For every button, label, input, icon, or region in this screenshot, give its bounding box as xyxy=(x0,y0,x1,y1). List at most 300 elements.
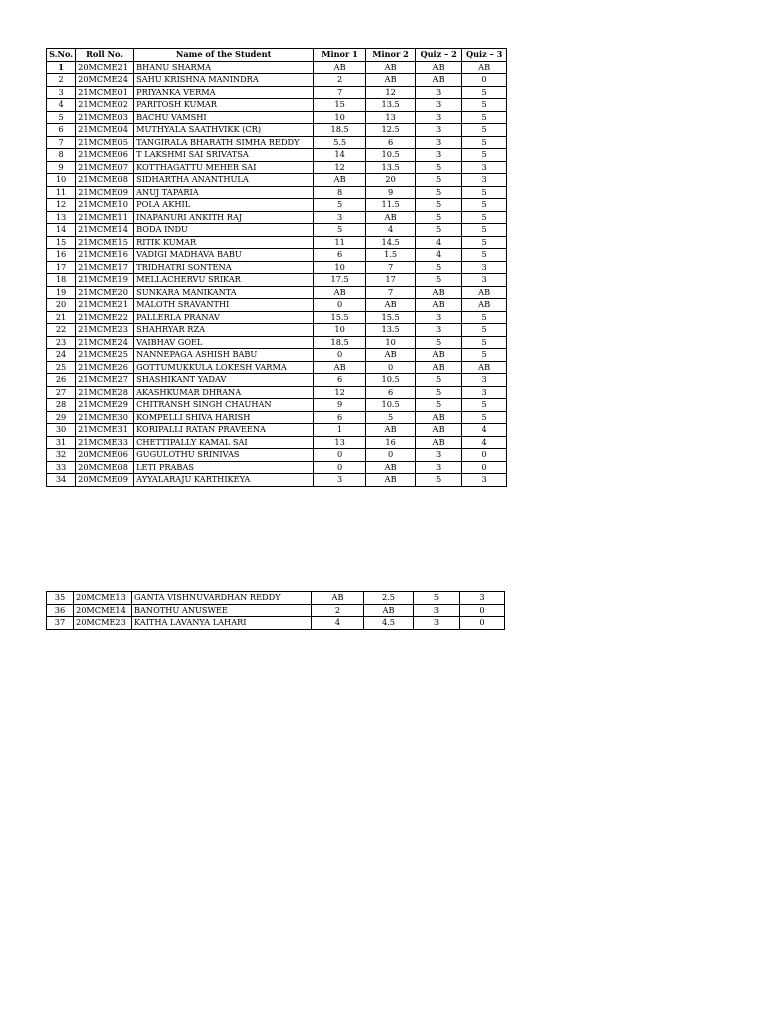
table-row xyxy=(47,199,507,212)
table-row xyxy=(47,461,507,474)
sno-cell: 25 xyxy=(47,361,76,374)
quiz-2-cell: AB xyxy=(416,349,462,362)
quiz-3-cell: 5 xyxy=(462,86,507,99)
quiz-3-cell: 3 xyxy=(462,274,507,287)
minor-2-cell: 14.5 xyxy=(366,236,416,249)
table-row xyxy=(47,236,507,249)
sno-cell: 35 xyxy=(47,592,74,605)
minor-1-cell: 6 xyxy=(314,411,366,424)
minor-1-cell: 3 xyxy=(314,474,366,487)
sno-cell: 6 xyxy=(47,124,76,137)
quiz-3-cell: 5 xyxy=(462,111,507,124)
quiz-2-cell: 5 xyxy=(416,474,462,487)
minor-1-cell: 7 xyxy=(314,86,366,99)
minor-1-cell: 10 xyxy=(314,111,366,124)
table-row xyxy=(47,349,507,362)
table-row xyxy=(47,436,507,449)
roll-no-cell: 21MCME07 xyxy=(76,161,134,174)
sno-cell: 31 xyxy=(47,436,76,449)
quiz-3-cell: 5 xyxy=(462,336,507,349)
roll-no-cell: 21MCME25 xyxy=(76,349,134,362)
table-row xyxy=(47,224,507,237)
minor-1-cell: 9 xyxy=(314,399,366,412)
quiz-2-cell: 3 xyxy=(416,86,462,99)
student-name-cell: GOTTUMUKKULA LOKESH VARMA xyxy=(134,361,314,374)
quiz-2-cell: 3 xyxy=(416,461,462,474)
sno-cell: 2 xyxy=(47,74,76,87)
table-row xyxy=(47,299,507,312)
sno-cell: 12 xyxy=(47,199,76,212)
table-row xyxy=(47,324,507,337)
quiz-3-cell: 5 xyxy=(462,124,507,137)
quiz-3-cell: 3 xyxy=(462,161,507,174)
sno-cell: 3 xyxy=(47,86,76,99)
quiz-2-cell: 5 xyxy=(416,161,462,174)
quiz-3-cell: 5 xyxy=(462,324,507,337)
table-row xyxy=(47,136,507,149)
quiz-2-cell: AB xyxy=(416,286,462,299)
roll-no-cell: 21MCME04 xyxy=(76,124,134,137)
quiz-2-cell: AB xyxy=(416,361,462,374)
minor-2-cell: 12.5 xyxy=(366,124,416,137)
table-row xyxy=(47,449,507,462)
roll-no-cell: 21MCME21 xyxy=(76,299,134,312)
header-row xyxy=(47,49,507,62)
student-name-cell: BODA INDU xyxy=(134,224,314,237)
quiz-3-cell: 5 xyxy=(462,224,507,237)
roll-no-cell: 20MCME06 xyxy=(76,449,134,462)
minor-2-cell: 17 xyxy=(366,274,416,287)
quiz-3-cell: 5 xyxy=(462,411,507,424)
minor-2-cell: 12 xyxy=(366,86,416,99)
quiz-3-cell: AB xyxy=(462,299,507,312)
roll-no-cell: 21MCME30 xyxy=(76,411,134,424)
table-row xyxy=(47,149,507,162)
quiz-2-cell: 5 xyxy=(416,186,462,199)
sno-cell: 13 xyxy=(47,211,76,224)
minor-2-cell: AB xyxy=(366,211,416,224)
quiz-3-cell: AB xyxy=(462,286,507,299)
table-row xyxy=(47,74,507,87)
minor-2-cell: 10.5 xyxy=(366,399,416,412)
minor-1-cell: 18.5 xyxy=(314,336,366,349)
quiz-3-cell: 5 xyxy=(462,311,507,324)
quiz-2-cell: 3 xyxy=(416,99,462,112)
minor-2-cell: 10.5 xyxy=(366,374,416,387)
student-name-cell: SAHU KRISHNA MANINDRA xyxy=(134,74,314,87)
sno-cell: 20 xyxy=(47,299,76,312)
student-name-cell: VADIGI MADHAVA BABU xyxy=(134,249,314,262)
sno-cell: 21 xyxy=(47,311,76,324)
sno-cell: 28 xyxy=(47,399,76,412)
minor-2-cell: 13.5 xyxy=(366,99,416,112)
minor-2-cell: AB xyxy=(366,424,416,437)
minor-2-cell: 15.5 xyxy=(366,311,416,324)
minor-1-cell: 5.5 xyxy=(314,136,366,149)
header-quiz-3: Quiz – 3 xyxy=(462,49,507,62)
minor-1-cell: 14 xyxy=(314,149,366,162)
student-name-cell: AKASHKUMAR DHRANA xyxy=(134,386,314,399)
header-student-name: Name of the Student xyxy=(134,49,314,62)
minor-2-cell: AB xyxy=(366,474,416,487)
quiz-3-cell: AB xyxy=(462,61,507,74)
minor-2-cell: 10.5 xyxy=(366,149,416,162)
roll-no-cell: 20MCME23 xyxy=(74,617,132,630)
roll-no-cell: 21MCME23 xyxy=(76,324,134,337)
quiz-2-cell: 5 xyxy=(414,592,460,605)
minor-2-cell: 16 xyxy=(366,436,416,449)
minor-1-cell: 11 xyxy=(314,236,366,249)
table-row xyxy=(47,424,507,437)
marks-table-continued-body xyxy=(47,592,505,630)
minor-2-cell: 1.5 xyxy=(366,249,416,262)
quiz-3-cell: 5 xyxy=(462,149,507,162)
quiz-2-cell: AB xyxy=(416,74,462,87)
roll-no-cell: 21MCME22 xyxy=(76,311,134,324)
table-row xyxy=(47,311,507,324)
quiz-2-cell: 3 xyxy=(416,111,462,124)
student-name-cell: SHAHRYAR RZA xyxy=(134,324,314,337)
quiz-2-cell: 3 xyxy=(416,124,462,137)
minor-1-cell: 0 xyxy=(314,349,366,362)
minor-1-cell: 17.5 xyxy=(314,274,366,287)
table-row xyxy=(47,86,507,99)
minor-1-cell: 15 xyxy=(314,99,366,112)
table-row xyxy=(47,261,507,274)
minor-1-cell: 1 xyxy=(314,424,366,437)
marks-table-continued xyxy=(46,591,505,630)
sno-cell: 4 xyxy=(47,99,76,112)
minor-1-cell: 13 xyxy=(314,436,366,449)
table-row xyxy=(47,161,507,174)
student-name-cell: SHASHIKANT YADAV xyxy=(134,374,314,387)
quiz-3-cell: 0 xyxy=(462,74,507,87)
quiz-2-cell: 5 xyxy=(416,211,462,224)
roll-no-cell: 21MCME16 xyxy=(76,249,134,262)
quiz-2-cell: 3 xyxy=(416,449,462,462)
roll-no-cell: 21MCME06 xyxy=(76,149,134,162)
quiz-2-cell: 3 xyxy=(414,617,460,630)
sno-cell: 9 xyxy=(47,161,76,174)
table-row xyxy=(47,474,507,487)
minor-2-cell: AB xyxy=(366,349,416,362)
student-name-cell: PALLERLA PRANAV xyxy=(134,311,314,324)
student-name-cell: RITIK KUMAR xyxy=(134,236,314,249)
minor-1-cell: AB xyxy=(314,286,366,299)
header-roll-no: Roll No. xyxy=(76,49,134,62)
roll-no-cell: 21MCME02 xyxy=(76,99,134,112)
student-name-cell: INAPANURI ANKITH RAJ xyxy=(134,211,314,224)
sno-cell: 30 xyxy=(47,424,76,437)
quiz-2-cell: AB xyxy=(416,411,462,424)
sno-cell: 15 xyxy=(47,236,76,249)
minor-1-cell: 5 xyxy=(314,224,366,237)
quiz-3-cell: 5 xyxy=(462,349,507,362)
minor-2-cell: 13 xyxy=(366,111,416,124)
sno-cell: 5 xyxy=(47,111,76,124)
roll-no-cell: 20MCME08 xyxy=(76,461,134,474)
quiz-3-cell: 5 xyxy=(462,99,507,112)
student-name-cell: BANOTHU ANUSWEE xyxy=(132,604,312,617)
minor-2-cell: 4.5 xyxy=(364,617,414,630)
minor-1-cell: 4 xyxy=(312,617,364,630)
student-name-cell: KOTTHAGATTU MEHER SAI xyxy=(134,161,314,174)
sno-cell: 10 xyxy=(47,174,76,187)
quiz-3-cell: 0 xyxy=(462,461,507,474)
roll-no-cell: 21MCME10 xyxy=(76,199,134,212)
roll-no-cell: 21MCME15 xyxy=(76,236,134,249)
minor-2-cell: AB xyxy=(364,604,414,617)
sno-cell: 24 xyxy=(47,349,76,362)
minor-2-cell: 9 xyxy=(366,186,416,199)
quiz-2-cell: 5 xyxy=(416,386,462,399)
sno-cell: 34 xyxy=(47,474,76,487)
roll-no-cell: 21MCME29 xyxy=(76,399,134,412)
quiz-3-cell: 5 xyxy=(462,199,507,212)
quiz-2-cell: AB xyxy=(416,436,462,449)
minor-1-cell: 10 xyxy=(314,261,366,274)
roll-no-cell: 20MCME14 xyxy=(74,604,132,617)
roll-no-cell: 21MCME09 xyxy=(76,186,134,199)
student-name-cell: VAIBHAV GOEL xyxy=(134,336,314,349)
sno-cell: 33 xyxy=(47,461,76,474)
sno-cell: 18 xyxy=(47,274,76,287)
student-name-cell: T LAKSHMI SAI SRIVATSA xyxy=(134,149,314,162)
minor-2-cell: 0 xyxy=(366,361,416,374)
roll-no-cell: 21MCME24 xyxy=(76,336,134,349)
minor-2-cell: AB xyxy=(366,74,416,87)
student-name-cell: ANUJ TAPARIA xyxy=(134,186,314,199)
student-name-cell: NANNEPAGA ASHISH BABU xyxy=(134,349,314,362)
student-name-cell: LETI PRABAS xyxy=(134,461,314,474)
sno-cell: 36 xyxy=(47,604,74,617)
student-name-cell: PARITOSH KUMAR xyxy=(134,99,314,112)
table-row xyxy=(47,617,505,630)
sno-cell: 1 xyxy=(47,61,76,74)
quiz-3-cell: 4 xyxy=(462,424,507,437)
roll-no-cell: 21MCME17 xyxy=(76,261,134,274)
quiz-2-cell: 4 xyxy=(416,236,462,249)
sno-cell: 27 xyxy=(47,386,76,399)
quiz-3-cell: 5 xyxy=(462,136,507,149)
student-name-cell: SUNKARA MANIKANTA xyxy=(134,286,314,299)
student-name-cell: GUGULOTHU SRINIVAS xyxy=(134,449,314,462)
roll-no-cell: 21MCME20 xyxy=(76,286,134,299)
sno-cell: 16 xyxy=(47,249,76,262)
table-row xyxy=(47,361,507,374)
sno-cell: 8 xyxy=(47,149,76,162)
student-name-cell: KOMPELLI SHIVA HARISH xyxy=(134,411,314,424)
roll-no-cell: 21MCME26 xyxy=(76,361,134,374)
student-name-cell: AYYALARAJU KARTHIKEYA xyxy=(134,474,314,487)
table-row xyxy=(47,604,505,617)
table-row xyxy=(47,174,507,187)
minor-1-cell: 5 xyxy=(314,199,366,212)
minor-2-cell: 11.5 xyxy=(366,199,416,212)
quiz-3-cell: 5 xyxy=(462,249,507,262)
minor-2-cell: 7 xyxy=(366,261,416,274)
quiz-3-cell: 0 xyxy=(462,449,507,462)
quiz-2-cell: 5 xyxy=(416,336,462,349)
table-row xyxy=(47,111,507,124)
quiz-2-cell: 3 xyxy=(416,136,462,149)
minor-1-cell: 0 xyxy=(314,461,366,474)
student-name-cell: GANTA VISHNUVARDHAN REDDY xyxy=(132,592,312,605)
quiz-2-cell: 5 xyxy=(416,261,462,274)
header-sno: S.No. xyxy=(47,49,76,62)
quiz-3-cell: 5 xyxy=(462,186,507,199)
minor-1-cell: AB xyxy=(314,361,366,374)
roll-no-cell: 21MCME19 xyxy=(76,274,134,287)
marks-table-body xyxy=(47,61,507,486)
student-name-cell: KAITHA LAVANYA LAHARI xyxy=(132,617,312,630)
minor-1-cell: AB xyxy=(314,174,366,187)
roll-no-cell: 21MCME33 xyxy=(76,436,134,449)
table-row xyxy=(47,411,507,424)
table-row xyxy=(47,124,507,137)
quiz-2-cell: 4 xyxy=(416,249,462,262)
student-name-cell: MALOTH SRAVANTHI xyxy=(134,299,314,312)
minor-2-cell: 7 xyxy=(366,286,416,299)
table-row xyxy=(47,592,505,605)
roll-no-cell: 21MCME28 xyxy=(76,386,134,399)
minor-1-cell: 12 xyxy=(314,386,366,399)
minor-1-cell: 18.5 xyxy=(314,124,366,137)
minor-2-cell: 10 xyxy=(366,336,416,349)
sno-cell: 32 xyxy=(47,449,76,462)
minor-1-cell: 2 xyxy=(312,604,364,617)
table-row xyxy=(47,336,507,349)
quiz-2-cell: 3 xyxy=(416,311,462,324)
student-name-cell: MUTHYALA SAATHVIKK (CR) xyxy=(134,124,314,137)
minor-1-cell: 12 xyxy=(314,161,366,174)
quiz-3-cell: 5 xyxy=(462,236,507,249)
student-name-cell: CHITRANSH SINGH CHAUHAN xyxy=(134,399,314,412)
student-name-cell: MELLACHERVU SRIKAR xyxy=(134,274,314,287)
roll-no-cell: 21MCME14 xyxy=(76,224,134,237)
roll-no-cell: 21MCME03 xyxy=(76,111,134,124)
marks-table xyxy=(46,48,507,487)
table-row xyxy=(47,286,507,299)
minor-2-cell: 6 xyxy=(366,136,416,149)
quiz-2-cell: AB xyxy=(416,424,462,437)
quiz-2-cell: 5 xyxy=(416,174,462,187)
minor-1-cell: 0 xyxy=(314,449,366,462)
quiz-3-cell: 3 xyxy=(462,261,507,274)
sno-cell: 7 xyxy=(47,136,76,149)
table-row xyxy=(47,386,507,399)
student-name-cell: BHANU SHARMA xyxy=(134,61,314,74)
quiz-3-cell: AB xyxy=(462,361,507,374)
quiz-2-cell: 5 xyxy=(416,274,462,287)
roll-no-cell: 20MCME21 xyxy=(76,61,134,74)
roll-no-cell: 20MCME24 xyxy=(76,74,134,87)
minor-2-cell: 2.5 xyxy=(364,592,414,605)
quiz-2-cell: 3 xyxy=(416,324,462,337)
quiz-3-cell: 3 xyxy=(462,374,507,387)
quiz-2-cell: AB xyxy=(416,61,462,74)
roll-no-cell: 21MCME27 xyxy=(76,374,134,387)
minor-1-cell: AB xyxy=(314,61,366,74)
student-name-cell: PRIYANKA VERMA xyxy=(134,86,314,99)
quiz-2-cell: 3 xyxy=(414,604,460,617)
minor-2-cell: 13.5 xyxy=(366,324,416,337)
roll-no-cell: 21MCME08 xyxy=(76,174,134,187)
table-row xyxy=(47,274,507,287)
minor-1-cell: 15.5 xyxy=(314,311,366,324)
sno-cell: 14 xyxy=(47,224,76,237)
sno-cell: 29 xyxy=(47,411,76,424)
sno-cell: 11 xyxy=(47,186,76,199)
quiz-3-cell: 0 xyxy=(460,617,505,630)
sno-cell: 26 xyxy=(47,374,76,387)
quiz-3-cell: 3 xyxy=(462,174,507,187)
minor-2-cell: AB xyxy=(366,299,416,312)
quiz-2-cell: AB xyxy=(416,299,462,312)
sno-cell: 17 xyxy=(47,261,76,274)
minor-2-cell: 6 xyxy=(366,386,416,399)
student-name-cell: SIDHARTHA ANANTHULA xyxy=(134,174,314,187)
header-minor-1: Minor 1 xyxy=(314,49,366,62)
minor-1-cell: 10 xyxy=(314,324,366,337)
quiz-2-cell: 5 xyxy=(416,199,462,212)
table-row xyxy=(47,249,507,262)
minor-1-cell: AB xyxy=(312,592,364,605)
minor-2-cell: AB xyxy=(366,61,416,74)
roll-no-cell: 21MCME01 xyxy=(76,86,134,99)
minor-1-cell: 0 xyxy=(314,299,366,312)
minor-2-cell: AB xyxy=(366,461,416,474)
quiz-3-cell: 3 xyxy=(462,474,507,487)
sno-cell: 22 xyxy=(47,324,76,337)
roll-no-cell: 20MCME09 xyxy=(76,474,134,487)
quiz-2-cell: 5 xyxy=(416,399,462,412)
minor-1-cell: 3 xyxy=(314,211,366,224)
sno-cell: 37 xyxy=(47,617,74,630)
minor-1-cell: 6 xyxy=(314,249,366,262)
minor-2-cell: 20 xyxy=(366,174,416,187)
student-name-cell: CHETTIPALLY KAMAL SAI xyxy=(134,436,314,449)
roll-no-cell: 21MCME11 xyxy=(76,211,134,224)
quiz-2-cell: 3 xyxy=(416,149,462,162)
table-row xyxy=(47,186,507,199)
sno-cell: 23 xyxy=(47,336,76,349)
quiz-2-cell: 5 xyxy=(416,374,462,387)
quiz-3-cell: 3 xyxy=(460,592,505,605)
quiz-3-cell: 5 xyxy=(462,211,507,224)
table-row xyxy=(47,61,507,74)
roll-no-cell: 21MCME05 xyxy=(76,136,134,149)
table-row xyxy=(47,211,507,224)
minor-1-cell: 8 xyxy=(314,186,366,199)
minor-2-cell: 4 xyxy=(366,224,416,237)
student-name-cell: TRIDHATRI SONTENA xyxy=(134,261,314,274)
quiz-2-cell: 5 xyxy=(416,224,462,237)
student-name-cell: KORIPALLI RATAN PRAVEENA xyxy=(134,424,314,437)
minor-2-cell: 0 xyxy=(366,449,416,462)
table-row xyxy=(47,399,507,412)
minor-1-cell: 6 xyxy=(314,374,366,387)
roll-no-cell: 21MCME31 xyxy=(76,424,134,437)
minor-1-cell: 2 xyxy=(314,74,366,87)
minor-2-cell: 13.5 xyxy=(366,161,416,174)
minor-2-cell: 5 xyxy=(366,411,416,424)
quiz-3-cell: 0 xyxy=(460,604,505,617)
table-row xyxy=(47,99,507,112)
table-row xyxy=(47,374,507,387)
header-minor-2: Minor 2 xyxy=(366,49,416,62)
student-name-cell: POLA AKHIL xyxy=(134,199,314,212)
